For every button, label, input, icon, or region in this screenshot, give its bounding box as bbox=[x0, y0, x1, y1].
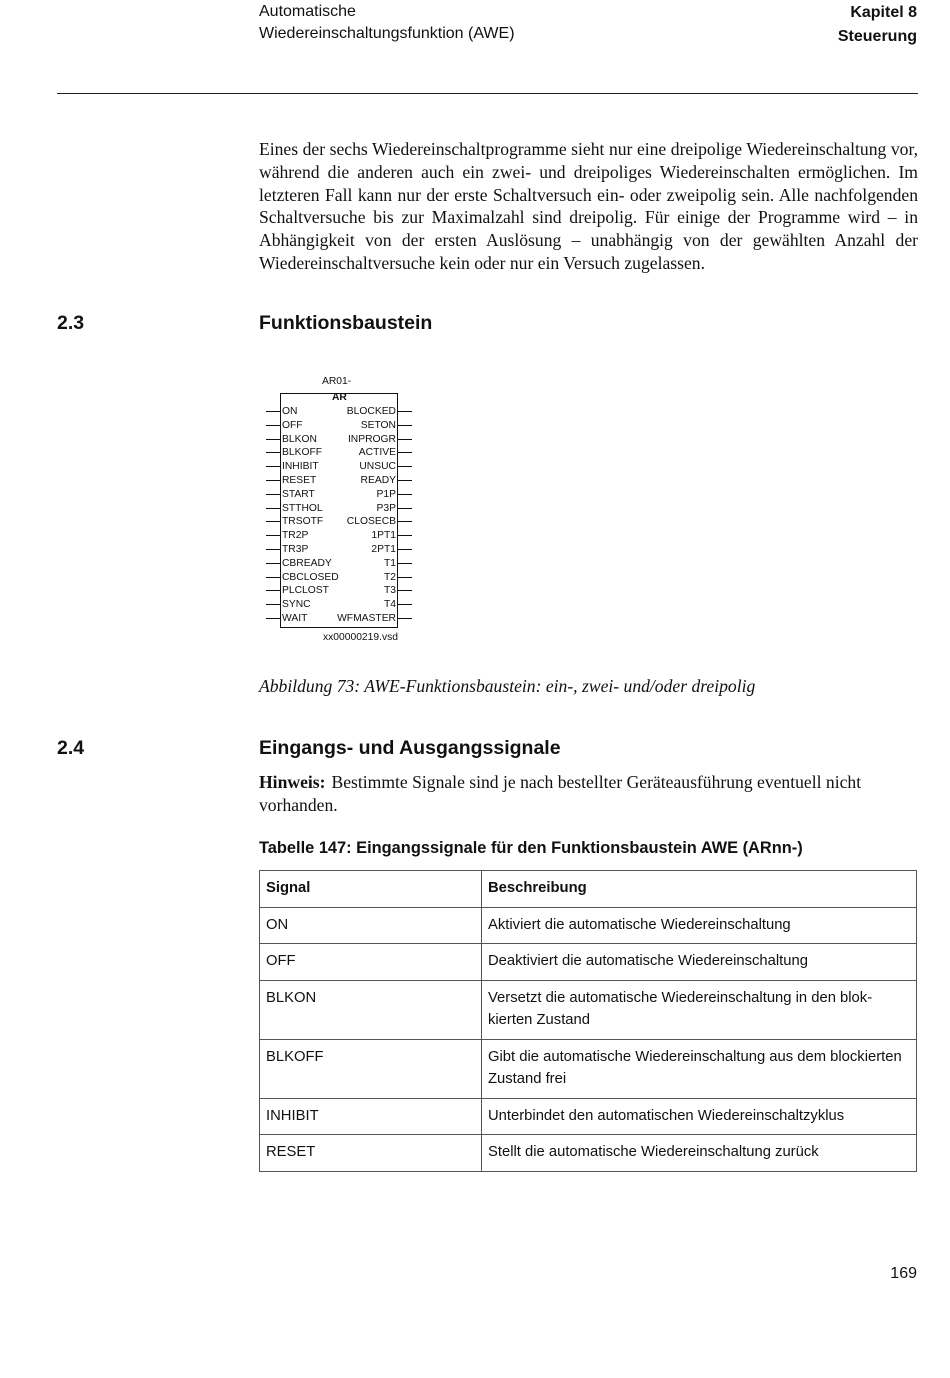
output-signal-label: T1 bbox=[383, 557, 396, 569]
output-pin-line bbox=[398, 411, 412, 412]
output-signal-label: P3P bbox=[376, 502, 396, 514]
table-cell-signal: RESET bbox=[260, 1135, 482, 1172]
input-signal-label: SYNC bbox=[282, 599, 311, 611]
section-title-2-3: Funktionsbaustein bbox=[259, 312, 433, 334]
table-row bbox=[260, 1098, 917, 1135]
output-pin-line bbox=[398, 604, 412, 605]
input-signal-label: BLKON bbox=[282, 433, 317, 445]
output-pin-line bbox=[398, 618, 412, 619]
input-signal-label: TR3P bbox=[282, 544, 309, 555]
input-pin-line bbox=[266, 439, 280, 440]
output-pin-line bbox=[398, 425, 412, 426]
function-block-pin-row bbox=[262, 502, 422, 516]
input-signal-label: INHIBIT bbox=[282, 461, 319, 473]
output-signal-label: T4 bbox=[383, 599, 396, 611]
output-pin-line bbox=[398, 535, 412, 536]
header-title-line2: Wiedereinschaltungsfunktion (AWE) bbox=[259, 25, 515, 42]
output-signal-label: BLOCKED bbox=[346, 406, 396, 417]
function-block-instance: AR01- bbox=[322, 376, 352, 387]
table-cell-description: Versetzt die automatische Wiedereinschaltung in den blokkierten Zustand bbox=[482, 980, 917, 1039]
output-signal-label: T3 bbox=[383, 585, 396, 597]
input-pin-line bbox=[266, 452, 280, 453]
note-text: Bestimmte Signale sind je nach bestellter Geräteausführung eventuell nicht vorhanden. bbox=[259, 772, 862, 815]
input-pin-line bbox=[266, 563, 280, 564]
function-block-file: xx00000219.vsd bbox=[323, 632, 398, 643]
function-block-pin-row bbox=[262, 419, 422, 433]
input-pin-line bbox=[266, 577, 280, 578]
table-cell-signal: BLKON bbox=[260, 980, 482, 1039]
function-block-pin-row bbox=[262, 460, 422, 474]
function-block-type: AR bbox=[332, 392, 347, 403]
input-pin-line bbox=[266, 508, 280, 509]
output-signal-label: INPROGR bbox=[347, 433, 396, 445]
output-signal-label: WFMASTER bbox=[337, 613, 396, 624]
input-signal-label: CBREADY bbox=[282, 557, 332, 569]
input-pin-line bbox=[266, 535, 280, 536]
input-pin-line bbox=[266, 411, 280, 412]
output-pin-line bbox=[398, 480, 412, 481]
output-signal-label: P1P bbox=[376, 488, 396, 500]
input-pin-line bbox=[266, 590, 280, 591]
function-block-pin-row bbox=[262, 474, 422, 488]
output-pin-line bbox=[398, 508, 412, 509]
function-block-pin-row bbox=[262, 488, 422, 502]
input-pin-line bbox=[266, 425, 280, 426]
output-pin-line bbox=[398, 549, 412, 550]
intro-paragraph: Eines der sechs Wiedereinschaltprogramme sieht nur eine dreipolige Wiedereinschaltung vor, während die anderen auch ein zwei- und dreipoliges Wiedereinschalten ermöglichen. Im letzteren Fall kann nur der erste Schaltversuch ein- oder zweipolig sein. Alle nachfolgenden Schaltversuche bis zur Maximalzahl sind dreipolig. Für einige der Programme wird – in Abhängigkeit von der ersten Auslösung – unabhängig von der gewählten Anzahl der Wiedereinschaltversuche kein oder nur ein Versuch zugelassen. bbox=[259, 139, 918, 273]
input-signal-label: BLKOFF bbox=[282, 447, 323, 459]
input-signal-label: TR2P bbox=[282, 530, 309, 542]
output-pin-line bbox=[398, 563, 412, 564]
output-signal-label: 2PT1 bbox=[371, 544, 396, 555]
function-block-pin-row bbox=[262, 433, 422, 447]
output-pin-line bbox=[398, 439, 412, 440]
table-row bbox=[260, 980, 917, 1039]
function-block-pin-row bbox=[262, 598, 422, 612]
input-pin-line bbox=[266, 466, 280, 467]
input-signal-label: OFF bbox=[282, 419, 303, 431]
output-pin-line bbox=[398, 590, 412, 591]
function-block-diagram bbox=[262, 372, 422, 652]
input-signal-label: TRSOTF bbox=[282, 516, 324, 528]
output-pin-line bbox=[398, 466, 412, 467]
table-cell-signal: OFF bbox=[260, 944, 482, 981]
output-signal-label: CLOSECB bbox=[346, 516, 396, 528]
section-number-2-4: 2.4 bbox=[57, 737, 85, 759]
page-number: 169 bbox=[890, 1265, 917, 1282]
function-block-pin-row bbox=[262, 405, 422, 419]
header-title-line1: Automatische bbox=[259, 3, 356, 20]
header-chapter-name: Steuerung bbox=[837, 28, 917, 45]
table-header-signal: Signal bbox=[260, 871, 482, 908]
header-chapter-number: Kapitel 8 bbox=[850, 4, 917, 21]
table-cell-description: Deaktiviert die automatische Wiedereinschaltung bbox=[482, 944, 917, 981]
output-signal-label: ACTIVE bbox=[358, 447, 396, 459]
output-signal-label: UNSUC bbox=[359, 461, 396, 473]
function-block-pin-row bbox=[262, 557, 422, 571]
section-number-2-3: 2.3 bbox=[57, 312, 85, 334]
running-header-chapter bbox=[838, 1, 917, 49]
output-pin-line bbox=[398, 494, 412, 495]
input-pin-line bbox=[266, 604, 280, 605]
section-title-2-4: Eingangs- und Ausgangssignale bbox=[259, 737, 561, 759]
figure-caption: Abbildung 73: AWE-Funktionsbaustein: ein-, zwei- und/oder dreipolig bbox=[259, 676, 756, 696]
table-row bbox=[260, 1135, 917, 1172]
input-signal-label: PLCLOST bbox=[282, 585, 329, 597]
input-signal-label: WAIT bbox=[282, 613, 308, 624]
note-label: Hinweis: bbox=[259, 772, 326, 792]
input-signal-label: ON bbox=[282, 406, 298, 417]
input-signal-label: START bbox=[282, 488, 315, 500]
running-header-title bbox=[259, 1, 515, 45]
output-signal-label: SETON bbox=[360, 419, 396, 431]
input-signal-label: RESET bbox=[282, 475, 317, 486]
table-cell-signal: BLKOFF bbox=[260, 1039, 482, 1098]
function-block-pin-row bbox=[262, 571, 422, 585]
output-pin-line bbox=[398, 452, 412, 453]
function-block-pin-row bbox=[262, 584, 422, 598]
function-block-pin-row bbox=[262, 529, 422, 543]
input-pin-line bbox=[266, 618, 280, 619]
table-row bbox=[260, 907, 917, 944]
table-header-description: Beschreibung bbox=[482, 871, 917, 908]
output-signal-label: T2 bbox=[383, 571, 396, 583]
table-cell-description: Stellt die automatische Wiedereinschaltung zurück bbox=[482, 1135, 917, 1172]
function-block-pin-row bbox=[262, 612, 422, 626]
header-divider bbox=[57, 93, 918, 94]
function-block-pin-row bbox=[262, 446, 422, 460]
input-pin-line bbox=[266, 521, 280, 522]
signal-table bbox=[259, 870, 917, 1172]
function-block-pin-row bbox=[262, 543, 422, 557]
table-cell-signal: INHIBIT bbox=[260, 1098, 482, 1135]
table-cell-signal: ON bbox=[260, 907, 482, 944]
output-pin-line bbox=[398, 577, 412, 578]
input-pin-line bbox=[266, 549, 280, 550]
table-cell-description: Unterbindet den automatischen Wiedereinschaltzyklus bbox=[482, 1098, 917, 1135]
table-cell-description: Gibt die automatische Wiedereinschaltung aus dem blockierten Zustand frei bbox=[482, 1039, 917, 1098]
input-signal-label: STTHOL bbox=[282, 502, 323, 514]
table-cell-description: Aktiviert die automatische Wiedereinschaltung bbox=[482, 907, 917, 944]
output-signal-label: 1PT1 bbox=[371, 530, 396, 542]
input-pin-line bbox=[266, 494, 280, 495]
table-row bbox=[260, 944, 917, 981]
table-row bbox=[260, 1039, 917, 1098]
table-title: Tabelle 147: Eingangssignale für den Funktionsbaustein AWE (ARnn-) bbox=[259, 839, 803, 857]
note bbox=[259, 771, 918, 817]
output-pin-line bbox=[398, 521, 412, 522]
output-signal-label: READY bbox=[360, 475, 396, 486]
table-header-row bbox=[260, 871, 917, 908]
input-signal-label: CBCLOSED bbox=[282, 571, 339, 583]
input-pin-line bbox=[266, 480, 280, 481]
function-block-pin-row bbox=[262, 515, 422, 529]
